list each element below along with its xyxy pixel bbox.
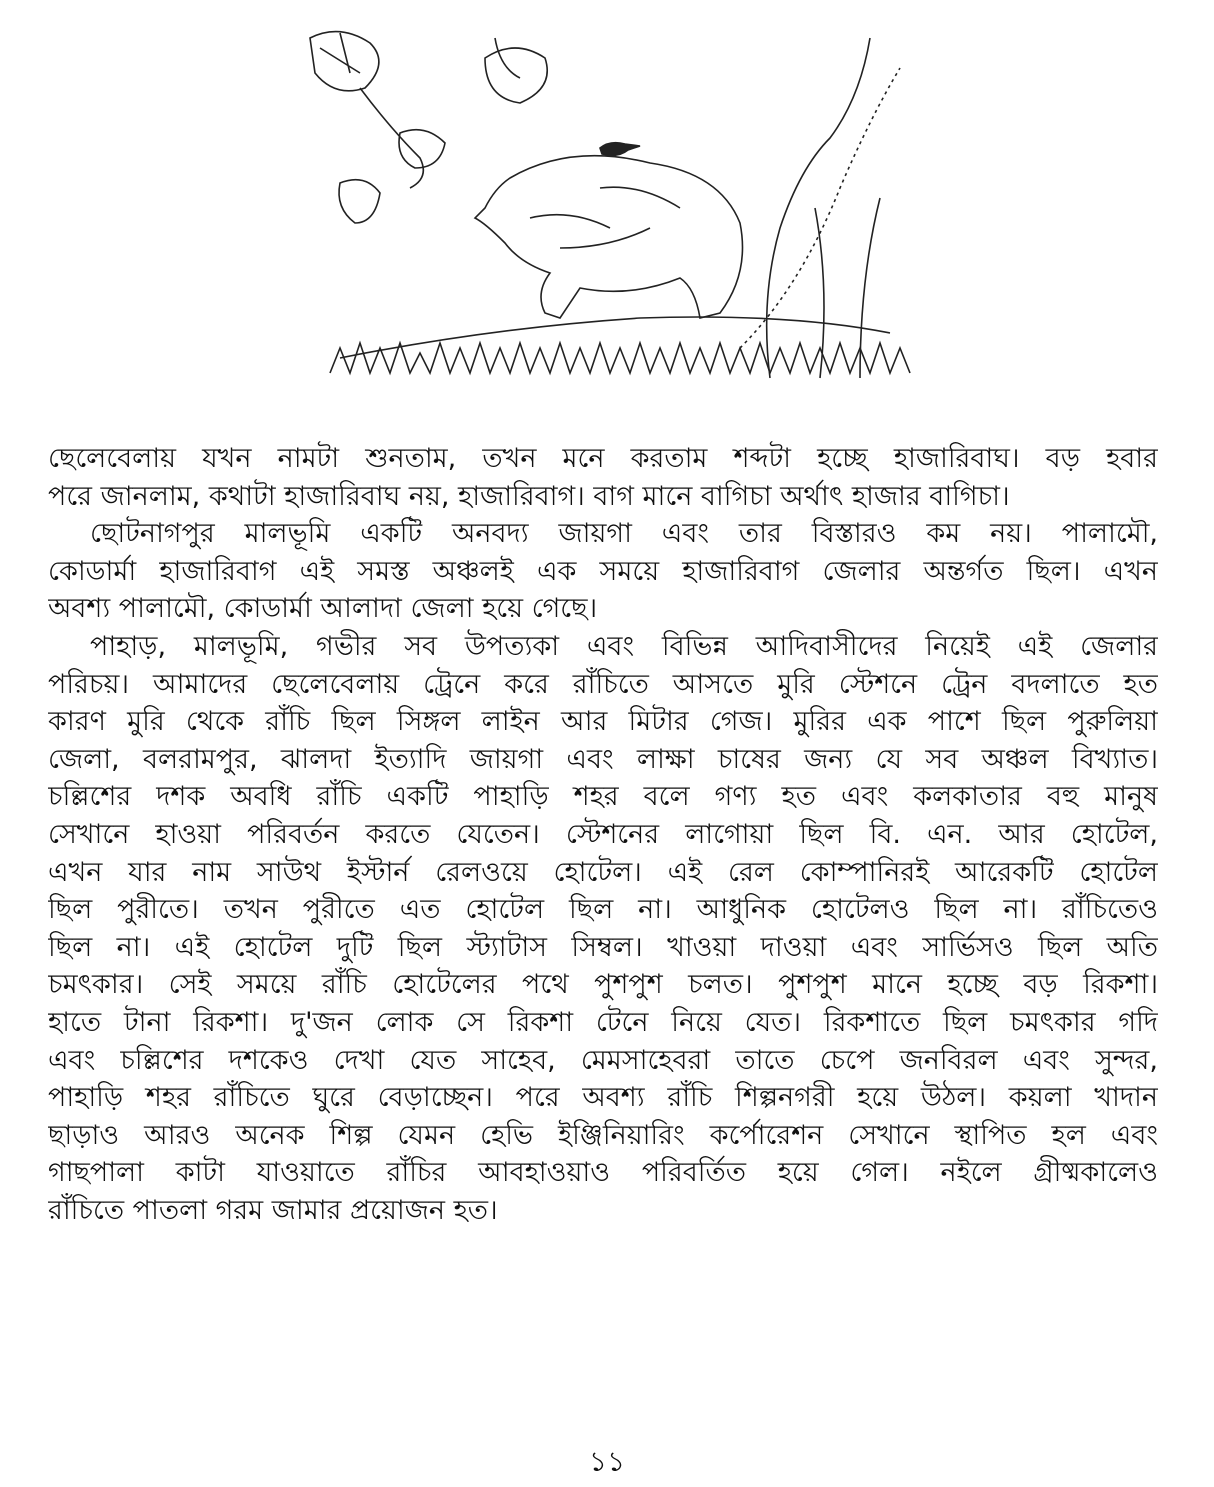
boar-illustration (300, 18, 920, 388)
leaf-icon (339, 180, 380, 223)
text-line: পরিচয়। আমাদের ছেলেবেলায় ট্রেনে করে রাঁচিতে আসতে মুরি স্টেশনে ট্রেন বদলাতে হত (48, 668, 1158, 700)
text-line: সেখানে হাওয়া পরিবর্তন করতে যেতেন। স্টেশনের লাগোয়া ছিল বি. এন. আর হোটেল, (48, 818, 1158, 850)
text-line: ছিল না। এই হোটেল দুটি ছিল স্ট্যাটাস সিম্বল। খাওয়া দাওয়া এবং সার্ভিসও ছিল অতি (48, 931, 1158, 963)
text-line: এবং চল্লিশের দশকেও দেখা যেত সাহেব, মেমসাহেবরা তাতে চেপে জনবিরল এবং সুন্দর, (48, 1044, 1158, 1076)
text-line: রাঁচিতে পাতলা গরম জামার প্রয়োজন হত। (48, 1194, 498, 1226)
text-line: অবশ্য পালামৌ, কোডার্মা আলাদা জেলা হয়ে গেছে। (48, 593, 598, 625)
leaf-icon (310, 32, 379, 91)
tree-icon (767, 38, 880, 378)
text-line: কারণ মুরি থেকে রাঁচি ছিল সিঙ্গল লাইন আর মিটার গেজ। মুরির এক পাশে ছিল পুরুলিয়া (48, 706, 1158, 738)
text-line: চল্লিশের দশক অবধি রাঁচি একটি পাহাড়ি শহর বলে গণ্য হত এবং কলকাতার বহু মানুষ (48, 781, 1158, 813)
text-line: জেলা, বলরামপুর, ঝালদা ইত্যাদি জায়গা এবং লাক্ষা চাষের জন্য যে সব অঞ্চল বিখ্যাত। (48, 743, 1158, 775)
text-line: চমৎকার। সেই সময়ে রাঁচি হোটেলের পথে পুশপুশ চলত। পুশপুশ মানে হচ্ছে বড় রিকশা। (48, 969, 1158, 1001)
text-line: হাতে টানা রিকশা। দু'জন লোক সে রিকশা টেনে নিয়ে যেত। রিকশাতে ছিল চমৎকার গদি (48, 1006, 1158, 1038)
page-number: ১১ (588, 1445, 626, 1478)
text-line: পরে জানলাম, কথাটা হাজারিবাঘ নয়, হাজারিবাগ। বাগ মানে বাগিচা অর্থাৎ হাজার বাগিচা। (48, 480, 1010, 512)
text-line: এখন যার নাম সাউথ ইস্টার্ন রেলওয়ে হোটেল। এই রেল কোম্পানিরই আরেকটি হোটেল (48, 856, 1158, 888)
text-line: কোডার্মা হাজারিবাগ এই সমস্ত অঞ্চলই এক সময়ে হাজারিবাগ জেলার অন্তর্গত ছিল। এখন (48, 555, 1158, 587)
text-line: ছেলেবেলায় যখন নামটা শুনতাম, তখন মনে করতাম শব্দটা হচ্ছে হাজারিবাঘ। বড় হবার (48, 443, 1158, 474)
text-line: ছিল পুরীতে। তখন পুরীতে এত হোটেল ছিল না। আধুনিক হোটেলও ছিল না। রাঁচিতেও (48, 894, 1158, 926)
text-line: পাহাড়, মালভূমি, গভীর সব উপত্যকা এবং বিভিন্ন আদিবাসীদের নিয়েই এই জেলার (90, 630, 1158, 662)
boar-body (475, 156, 743, 318)
body-text (48, 440, 1158, 1229)
text-line: ছাড়াও আরও অনেক শিল্প যেমন হেভি ইঞ্জিনিয়ারিং কর্পোরেশন সেখানে স্থাপিত হল এবং (48, 1119, 1158, 1151)
text-line: গাছপালা কাটা যাওয়াতে রাঁচির আবহাওয়াও পরিবর্তিত হয়ে গেল। নইলে গ্রীষ্মকালেও (48, 1157, 1158, 1189)
bird-icon (600, 143, 640, 156)
text-line: পাহাড়ি শহর রাঁচিতে ঘুরে বেড়াচ্ছেন। পরে অবশ্য রাঁচি শিল্পনগরী হয়ে উঠল। কয়লা খাদান (48, 1082, 1158, 1114)
text-line: ছোটনাগপুর মালভূমি একটি অনবদ্য জায়গা এবং তার বিস্তারও কম নয়। পালামৌ, (90, 518, 1158, 550)
